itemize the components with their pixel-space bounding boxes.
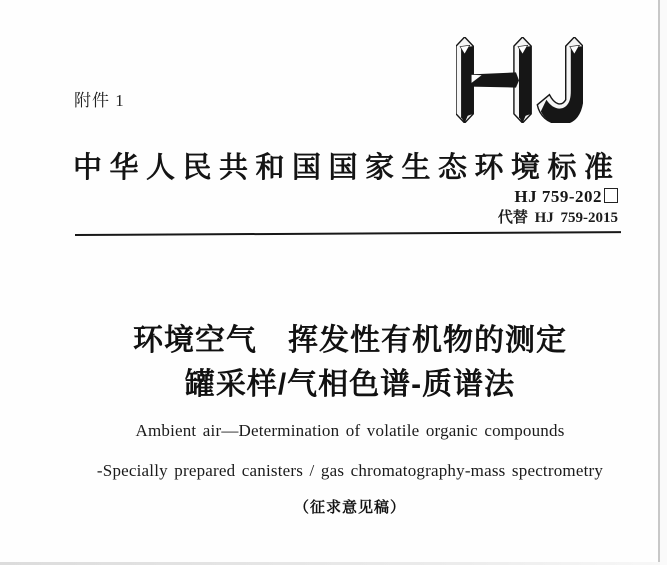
hj-logo-j: [537, 37, 583, 123]
replaces-label: 代替 HJ 759-2015: [497, 210, 618, 226]
standard-number-block: [498, 186, 618, 229]
title-zh-line1: 环境空气 挥发性有机物的测定: [133, 324, 567, 357]
standard-number-text: HJ 759-202: [514, 187, 602, 206]
hj-logo-icon: [456, 37, 583, 123]
title-en-line2: -Specially prepared canisters / gas chromatography-mass spectrometry: [96, 461, 604, 480]
header-divider-rule: [75, 231, 621, 236]
year-placeholder-box: [604, 188, 618, 203]
title-en-line1: Ambient air—Determination of volatile organic compounds: [135, 421, 565, 440]
standard-heading: 中华人民共和国国家生态环境标准: [73, 152, 621, 184]
hj-logo-h-crossbar: [471, 72, 519, 87]
scan-edge-right-outer: [660, 0, 667, 565]
title-zh-line2: 罐采样/气相色谱-质谱法: [184, 368, 516, 401]
hj-logo-h-left-bar: [456, 37, 473, 123]
draft-note: （征求意见稿）: [293, 499, 406, 516]
attachment-label: 附件 1: [74, 91, 125, 110]
standard-number: [498, 186, 618, 207]
